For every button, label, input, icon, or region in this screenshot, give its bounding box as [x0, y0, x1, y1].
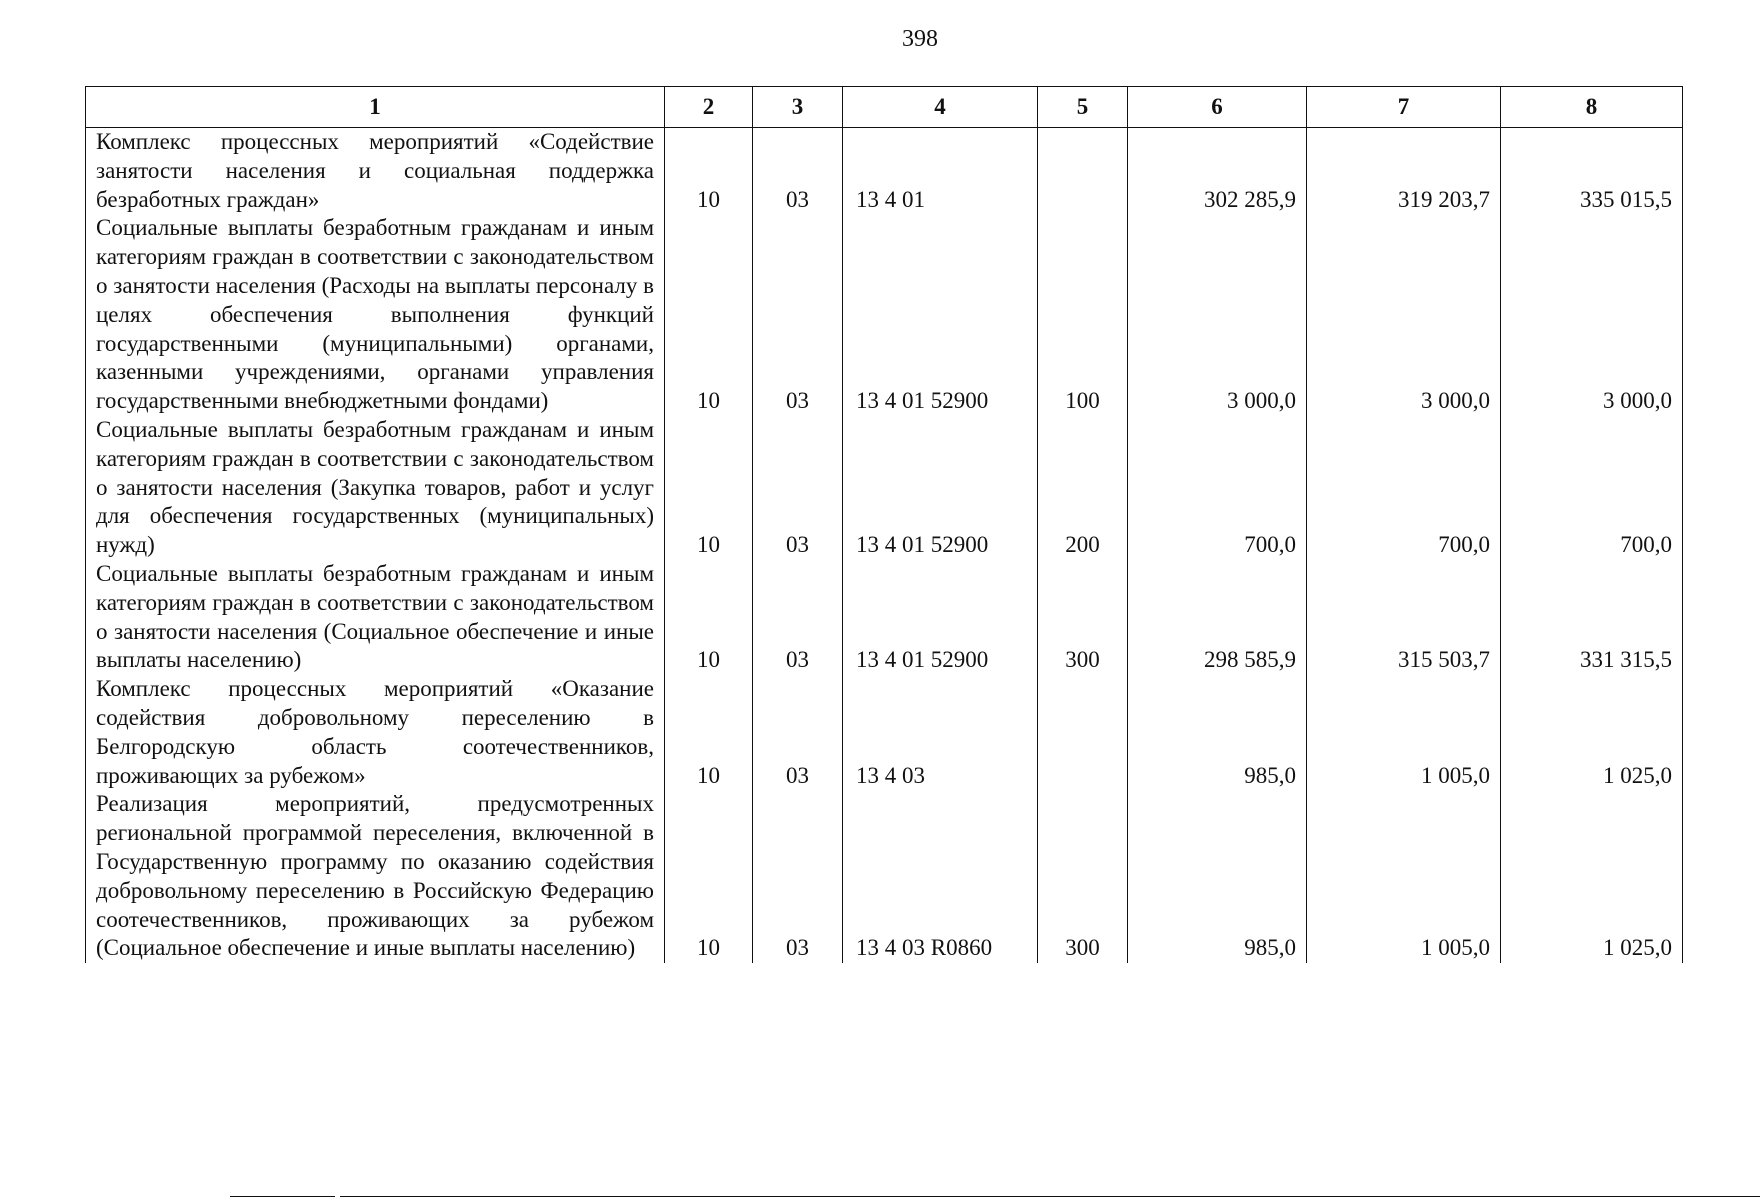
expense-type-code: 100 — [1038, 214, 1128, 416]
budget-table — [85, 86, 1683, 963]
column-header-4: 4 — [843, 87, 1038, 128]
row-name: Социальные выплаты безработным гражданам и иным категориям граждан в соответствии с законодательством о занятости населения (Закупка товаров, работ и услуг для обеспечения государственных (муниципальных) нужд) — [86, 416, 665, 560]
amount-col-8: 700,0 — [1501, 416, 1683, 560]
amount-col-7: 1 005,0 — [1307, 790, 1501, 963]
amount-col-7: 315 503,7 — [1307, 560, 1501, 675]
column-header-7: 7 — [1307, 87, 1501, 128]
subsection-code: 03 — [753, 790, 843, 963]
amount-col-7: 3 000,0 — [1307, 214, 1501, 416]
subsection-code: 03 — [753, 214, 843, 416]
target-article-code: 13 4 01 — [843, 128, 1038, 215]
target-article-code: 13 4 01 52900 — [843, 560, 1038, 675]
amount-col-8: 3 000,0 — [1501, 214, 1683, 416]
amount-col-8: 1 025,0 — [1501, 790, 1683, 963]
amount-col-7: 319 203,7 — [1307, 128, 1501, 215]
column-header-3: 3 — [753, 87, 843, 128]
subsection-code: 03 — [753, 675, 843, 790]
amount-col-7: 1 005,0 — [1307, 675, 1501, 790]
expense-type-code — [1038, 128, 1128, 215]
target-article-code: 13 4 03 R0860 — [843, 790, 1038, 963]
column-header-6: 6 — [1128, 87, 1307, 128]
page-number: 398 — [902, 26, 938, 52]
section-code: 10 — [665, 790, 753, 963]
section-code: 10 — [665, 214, 753, 416]
expense-type-code: 300 — [1038, 560, 1128, 675]
amount-col-8: 335 015,5 — [1501, 128, 1683, 215]
column-header-1: 1 — [86, 87, 665, 128]
amount-col-6: 3 000,0 — [1128, 214, 1307, 416]
header-row — [86, 87, 1683, 128]
footer-divider — [340, 1196, 1760, 1197]
section-code: 10 — [665, 675, 753, 790]
table-row — [86, 790, 1683, 963]
target-article-code: 13 4 03 — [843, 675, 1038, 790]
row-name: Комплекс процессных мероприятий «Содействие занятости населения и социальная поддержка безработных граждан» — [86, 128, 665, 215]
footer-divider — [230, 1196, 335, 1197]
table-row — [86, 416, 1683, 560]
amount-col-6: 298 585,9 — [1128, 560, 1307, 675]
amount-col-8: 331 315,5 — [1501, 560, 1683, 675]
amount-col-6: 985,0 — [1128, 675, 1307, 790]
expense-type-code: 200 — [1038, 416, 1128, 560]
row-name: Комплекс процессных мероприятий «Оказание содействия добровольному переселению в Белгородскую область соотечественников, проживающих за рубежом» — [86, 675, 665, 790]
row-name: Реализация мероприятий, предусмотренных региональной программой переселения, включенной в Государственную программу по оказанию содействия добровольному переселению в Российскую Федерацию соотечественников, проживающих за рубежом (Социальное обеспечение и иные выплаты населению) — [86, 790, 665, 963]
target-article-code: 13 4 01 52900 — [843, 416, 1038, 560]
row-name: Социальные выплаты безработным гражданам и иным категориям граждан в соответствии с законодательством о занятости населения (Социальное обеспечение и иные выплаты населению) — [86, 560, 665, 675]
table-row — [86, 560, 1683, 675]
table-row — [86, 675, 1683, 790]
table-row — [86, 214, 1683, 416]
subsection-code: 03 — [753, 128, 843, 215]
expense-type-code — [1038, 675, 1128, 790]
expense-type-code: 300 — [1038, 790, 1128, 963]
target-article-code: 13 4 01 52900 — [843, 214, 1038, 416]
section-code: 10 — [665, 416, 753, 560]
subsection-code: 03 — [753, 416, 843, 560]
column-header-8: 8 — [1501, 87, 1683, 128]
subsection-code: 03 — [753, 560, 843, 675]
amount-col-6: 302 285,9 — [1128, 128, 1307, 215]
row-name: Социальные выплаты безработным гражданам и иным категориям граждан в соответствии с законодательством о занятости населения (Расходы на выплаты персоналу в целях обеспечения выполнения функций государственными (муниципальными) органами, казенными учреждениями, органами управления государственными внебюджетными фондами) — [86, 214, 665, 416]
section-code: 10 — [665, 128, 753, 215]
table-row — [86, 128, 1683, 215]
amount-col-6: 985,0 — [1128, 790, 1307, 963]
amount-col-6: 700,0 — [1128, 416, 1307, 560]
section-code: 10 — [665, 560, 753, 675]
column-header-5: 5 — [1038, 87, 1128, 128]
column-header-2: 2 — [665, 87, 753, 128]
amount-col-7: 700,0 — [1307, 416, 1501, 560]
amount-col-8: 1 025,0 — [1501, 675, 1683, 790]
